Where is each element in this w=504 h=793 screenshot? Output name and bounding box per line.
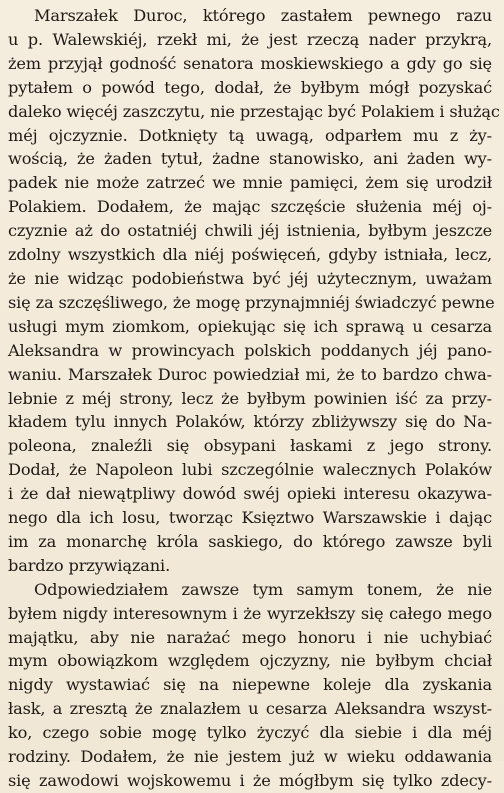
text-line: żem przyjął godność senatora moskiewskiego a gdy go się	[8, 53, 492, 73]
text-line: lebnie z méj strony, lecz że byłbym powinien iść za przy-	[8, 388, 492, 408]
text-line: że nie widząc podobieństwa być jéj użytecznym, uważam	[8, 268, 492, 288]
text-line: kładem tylu innych Polaków, którzy zbliżywszy się do Na-	[8, 412, 492, 432]
text-line: majątku, aby nie narażać mego honoru i nie uchybiać	[8, 627, 492, 647]
text-line: bardzo przywiązani.	[8, 555, 171, 575]
text-line: waniu. Marszałek Duroc powiedział mi, że to bardzo chwa-	[8, 364, 492, 384]
text-line: ko, czego sobie mogę tylko życzyć dla siebie i dla méj	[8, 723, 492, 743]
text-line: Polakiem. Dodałem, że mając szczęście służenia méj oj-	[8, 197, 492, 217]
text-line: poleona, znaleźli się obsypani łaskami z jego strony.	[8, 436, 492, 456]
text-line: Aleksandra w prowincyach polskich poddanych jéj pano-	[8, 340, 492, 360]
text-line: rodziny. Dodałem, że nie jestem już w wieku oddawania	[8, 747, 492, 767]
text-line: im za monarchę króla saskiego, do którego zawsze byli	[8, 531, 492, 551]
text-line: i że dał niewątpliwy dowód swéj opieki interesu okazywa-	[8, 484, 492, 504]
paragraph-1	[8, 4, 500, 578]
text-line: padek nie może zatrzeć we mnie pamięci, żem się urodził	[8, 173, 492, 193]
text-line: wością, że żaden tytuł, żadne stanowisko, ani żaden wy-	[8, 149, 492, 169]
text-line: Marszałek Duroc, którego zastałem pewnego razu	[34, 6, 492, 25]
text-line: Odpowiedziałem zawsze tym samym tonem, że nie	[34, 579, 492, 599]
text-line: u p. Walewskiéj, rzekł mi, że jest rzeczą nader przykrą,	[8, 29, 492, 49]
text-line: usługi mym ziomkom, opiekując się ich sprawą u cesarza	[8, 316, 492, 336]
text-line: byłem nigdy interesownym i że wyrzekłszy się całego mego	[8, 603, 492, 623]
text-line: pytałem o powód tego, dodał, że byłbym mógł pozyskać	[8, 77, 492, 97]
text-line: daleko więcéj zaszczytu, nie przestając być Polakiem i służąc	[8, 101, 500, 121]
text-line: nego dla ich losu, tworząc Księztwo Warszawskie i dając	[8, 508, 492, 528]
text-line: zdolny wszystkich dla niéj poświęceń, gdyby istniała, lecz,	[8, 245, 492, 265]
text-line: mym obowiązkom względem ojczyzny, nie byłbym chciał	[8, 651, 492, 671]
text-line: się zawodowi wojskowemu i że mógłbym się tylko zdecy-	[8, 771, 492, 790]
text-line: Dodał, że Napoleon lubi szczególnie walecznych Polaków	[8, 460, 492, 480]
text-line: méj ojczyznie. Dotknięty tą uwagą, odparłem mu z ży-	[8, 125, 492, 145]
text-line: nigdy wystawiać się na niepewne koleje dla zyskania	[8, 675, 492, 695]
text-line: czyznie aż do ostatniéj chwili jéj istnienia, byłbym jeszcze	[8, 221, 492, 241]
text-line: się za szczęśliwego, że mogę przynajmniéj świadczyć pewne	[8, 292, 495, 312]
text-line: łask, a zresztą że znalazłem u cesarza Aleksandra wszyst-	[8, 699, 492, 719]
